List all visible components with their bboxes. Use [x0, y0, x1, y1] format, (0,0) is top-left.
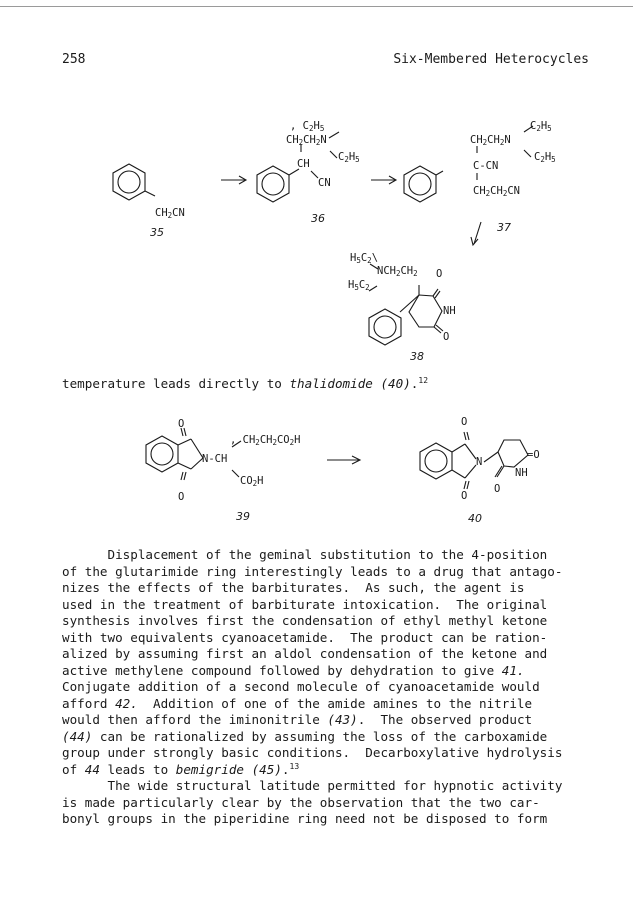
carboxyl-39: $CO_2H$ — [240, 475, 264, 488]
ethylamine-chain-37: $CH_2CH_2N$ — [470, 134, 511, 147]
ethylamine-chain-36: $CH_2CH_2N$ — [286, 134, 327, 147]
paragraph-line: synthesis involves first the condensation of ethyl methyl ketone — [62, 613, 548, 628]
ch2cn-group-35: $CH_2CN$ — [155, 207, 185, 220]
ethyl-group-37b: $C_2H_5$ — [534, 151, 556, 164]
reference-12: 12 — [418, 376, 429, 385]
quaternary-c-cn-37: C-CN — [473, 160, 499, 172]
sentence-thalidomide: temperature leads directly to thalidomide (40).$^{12}$ — [62, 376, 429, 391]
paragraph-line: The wide structural latitude permitted for hypnotic activity — [62, 778, 563, 793]
imide-nh-38: NH — [443, 305, 456, 317]
paragraph-line: with two equivalents cyanoacetamide. The product can be ration- — [62, 629, 548, 645]
paragraph-line: (44) can be rationalized by assuming the loss of the carboxamide — [62, 728, 548, 744]
paragraph-line: would then afford the iminonitrile (43). The observed product — [62, 712, 533, 727]
carbonyl-o-38b: O — [443, 331, 450, 343]
thalidomide-40 — [420, 432, 528, 489]
running-title: Six-Membered Heterocycles — [393, 52, 589, 67]
cyanoethyl-37: $CH_2CH_2CN$ — [473, 185, 520, 198]
compound-label-39: 39 — [236, 510, 250, 523]
ethyl-group-36a: , $C_2H_5$ — [290, 120, 325, 133]
compound-label-38: 38 — [410, 350, 424, 363]
compound-label-36: 36 — [311, 212, 325, 225]
imide-nh-40: NH — [515, 467, 528, 479]
compound-ref-42: 42. — [115, 695, 138, 711]
reference-13: 13 — [289, 761, 300, 771]
paragraph-line: is made particularly clear by the observation that the two car- — [62, 794, 540, 810]
paragraph-line: bonyl groups in the piperidine ring need not be disposed to form — [62, 811, 548, 826]
ethyl-group-38b: $H_5C_2$ — [348, 279, 370, 292]
n-ch-39: N-CH — [202, 453, 228, 465]
ethyl-group-36b: $C_2H_5$ — [338, 151, 360, 164]
arrow-39-40 — [327, 456, 360, 464]
paragraph-line: alized by assuming first an aldol condensation of the ketone and — [62, 646, 548, 661]
methine-36: CH — [297, 158, 310, 170]
amine-chain-38: $NCH_2CH_2$ — [377, 265, 418, 278]
compound-label-40: 40 — [468, 512, 482, 525]
carbonyl-o-low-40: O — [494, 483, 501, 495]
paragraph-line: group under strongly basic conditions. Decarboxylative hydrolysis — [62, 745, 563, 760]
ethyl-group-37a: $C_2H_5$ — [530, 120, 552, 133]
compound-ref-44: (44) — [62, 728, 93, 744]
compound-label-37: 37 — [497, 221, 511, 234]
paragraph-line: used in the treatment of barbiturate intoxication. The original — [62, 596, 548, 612]
carbonyl-o-top-40: O — [461, 416, 468, 428]
nitrile-36: CN — [318, 177, 331, 189]
carbonyl-o-38a: O — [436, 268, 443, 280]
page-number: 258 — [62, 52, 86, 67]
paragraph-line: Displacement of the geminal substitution to the 4-position — [62, 547, 548, 562]
paragraph-line: nizes the effects of the barbiturates. As such, the agent is — [62, 580, 525, 595]
compound-ref-41: 41. — [501, 662, 525, 678]
paragraph-line: Conjugate addition of a second molecule of cyanoacetamide would — [62, 679, 540, 694]
thalidomide-name: thalidomide (40) — [289, 376, 411, 391]
acid-chain-39: , $CH_2CH_2CO_2H$ — [230, 434, 301, 447]
carbonyl-o-bottom-40: O — [461, 490, 468, 502]
paragraph-line: of the glutarimide ring interestingly leads to a drug that antago- — [62, 563, 563, 579]
ethyl-group-38a: $H_5C_2\backslash$ — [350, 252, 379, 265]
compound-ref-44b: 44 — [84, 761, 100, 777]
paragraph-line: active methylene compound followed by dehydration to give 41. — [62, 662, 525, 678]
carbonyl-o-top-39: O — [178, 418, 185, 430]
carbonyl-o-right-40: =O — [527, 449, 540, 461]
paragraph-line: afford 42. Addition of one of the amide amines to the nitrile — [62, 695, 533, 711]
bemigride-name: bemigride (45) — [175, 761, 282, 777]
paragraph-line: of 44 leads to bemigride (45).$^{13}$ — [62, 761, 300, 777]
compound-ref-43: (43) — [327, 712, 358, 727]
imide-n-40: N — [476, 456, 483, 468]
carbonyl-o-bottom-39: O — [178, 491, 185, 503]
compound-label-35: 35 — [150, 226, 164, 239]
